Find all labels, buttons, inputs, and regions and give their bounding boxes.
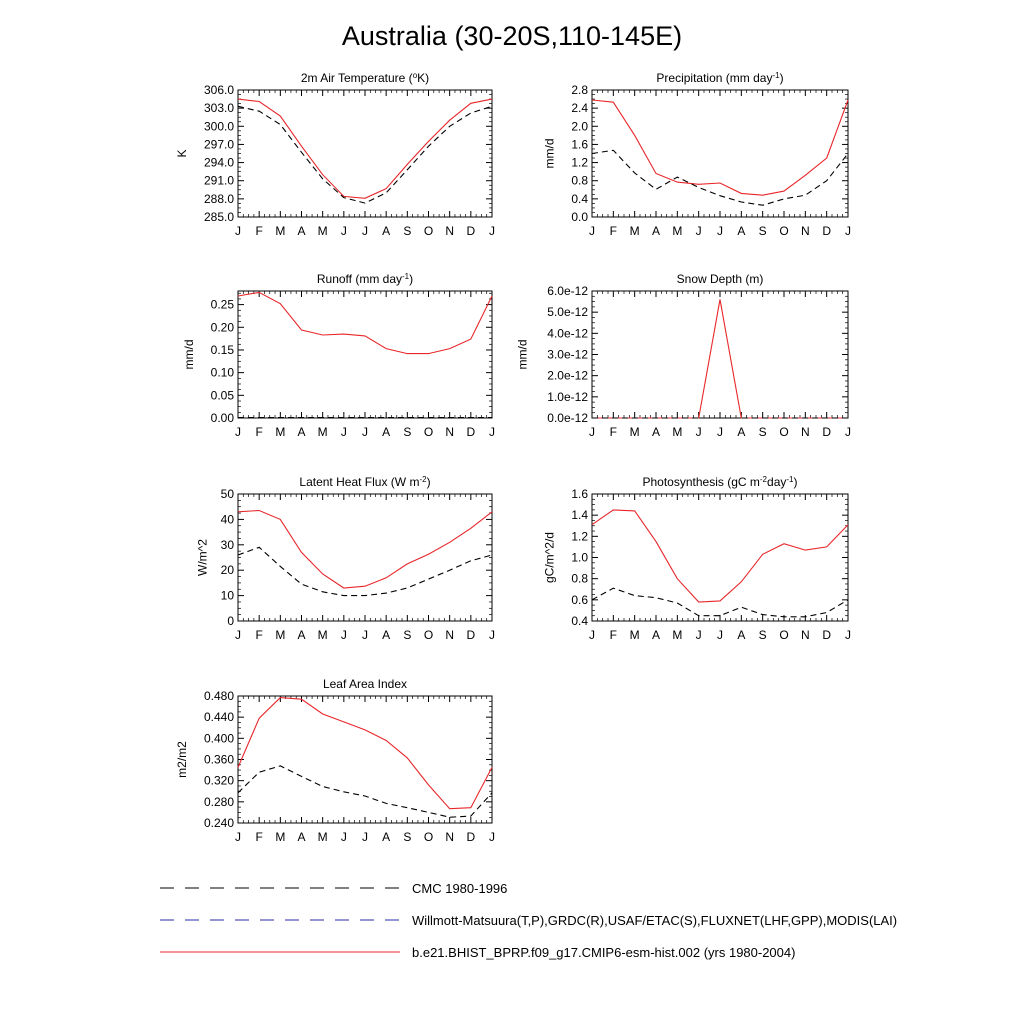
x-tick-label: O bbox=[779, 224, 789, 238]
y-tick-label: 0.320 bbox=[203, 773, 234, 788]
panel-title: Photosynthesis (gC $m^{-2}day^{-1}$) bbox=[642, 474, 798, 489]
x-tick-label: J bbox=[340, 224, 347, 238]
y-tick-label: 0.0 bbox=[571, 210, 588, 224]
panel-title: 2m Air Temperature ($^o$K) bbox=[300, 70, 430, 85]
panel-title: Leaf Area Index bbox=[322, 677, 408, 691]
x-tick-label: A bbox=[382, 628, 391, 642]
panel-1 bbox=[175, 71, 495, 239]
y-tick-label: 291.0 bbox=[203, 173, 234, 188]
panel-4 bbox=[515, 272, 851, 439]
y-tick-label: 30 bbox=[220, 537, 234, 552]
y-tick-label: 0.440 bbox=[203, 710, 234, 725]
y-tick-label: 0.8 bbox=[571, 571, 588, 586]
y-axis-label: mm/d bbox=[542, 138, 557, 169]
x-tick-label: S bbox=[403, 830, 412, 844]
x-tick-label: F bbox=[255, 628, 263, 642]
x-tick-label: J bbox=[489, 425, 495, 439]
x-tick-label: M bbox=[317, 830, 328, 844]
y-tick-label: 1.2 bbox=[571, 155, 588, 170]
x-tick-label: D bbox=[822, 425, 832, 439]
panel-title: Runoff (mm day$^{-1}$) bbox=[316, 271, 414, 286]
x-tick-label: J bbox=[489, 628, 495, 642]
x-tick-label: S bbox=[403, 224, 412, 238]
x-tick-label: A bbox=[382, 224, 391, 238]
legend-label: b.e21.BHIST_BPRP.f09_g17.CMIP6-esm-hist.002 (yrs 1980-2004) bbox=[412, 945, 796, 960]
plot-frame bbox=[592, 291, 848, 418]
y-axis-label: mm/d bbox=[181, 339, 196, 370]
y-tick-label: 1.6 bbox=[571, 487, 588, 501]
legend-label: CMC 1980-1996 bbox=[412, 881, 508, 896]
y-tick-label: 0.240 bbox=[203, 816, 234, 830]
x-tick-label: J bbox=[845, 425, 851, 439]
x-tick-label: J bbox=[589, 224, 595, 238]
y-tick-label: 0.6 bbox=[571, 592, 588, 607]
x-tick-label: J bbox=[717, 224, 723, 238]
x-tick-label: M bbox=[275, 224, 286, 238]
x-tick-label: J bbox=[489, 224, 495, 238]
x-tick-label: A bbox=[651, 628, 661, 642]
y-tick-label: 0.20 bbox=[210, 320, 234, 335]
x-tick-label: M bbox=[317, 425, 328, 439]
x-tick-label: J bbox=[845, 224, 851, 238]
x-tick-label: J bbox=[235, 224, 241, 238]
y-tick-label: 0.05 bbox=[210, 388, 234, 403]
x-tick-label: F bbox=[609, 425, 618, 439]
x-tick-label: D bbox=[466, 830, 476, 844]
plot-frame bbox=[238, 494, 492, 621]
y-tick-label: 0.8 bbox=[571, 173, 588, 188]
y-tick-label: 0.4 bbox=[571, 191, 588, 206]
y-tick-label: 1.0 bbox=[571, 550, 588, 565]
y-axis-label: W/m^2 bbox=[195, 539, 210, 576]
x-tick-label: M bbox=[629, 425, 640, 439]
panel-5 bbox=[195, 475, 495, 643]
y-tick-label: 297.0 bbox=[203, 137, 234, 152]
y-tick-label: 306.0 bbox=[203, 83, 234, 97]
x-tick-label: J bbox=[362, 628, 368, 642]
x-tick-label: J bbox=[340, 830, 347, 844]
x-tick-label: A bbox=[297, 830, 306, 844]
x-tick-label: J bbox=[589, 628, 595, 642]
legend bbox=[160, 881, 897, 960]
model-series-line bbox=[592, 510, 848, 602]
y-tick-label: 0.10 bbox=[210, 365, 234, 380]
model-series-line bbox=[238, 511, 492, 589]
x-tick-label: S bbox=[758, 425, 767, 439]
x-tick-label: M bbox=[629, 224, 640, 238]
x-tick-label: M bbox=[317, 224, 328, 238]
x-tick-label: N bbox=[445, 628, 455, 642]
obs-series-line bbox=[592, 150, 848, 205]
y-tick-label: 0.480 bbox=[203, 689, 234, 703]
y-tick-label: 10 bbox=[220, 588, 234, 603]
x-tick-label: A bbox=[651, 224, 661, 238]
model-series-line bbox=[238, 292, 492, 353]
legend-label: Willmott-Matsuura(T,P),GRDC(R),USAF/ETAC(S),FLUXNET(LHF,GPP),MODIS(LAI) bbox=[412, 913, 898, 928]
x-tick-label: O bbox=[779, 628, 789, 642]
y-tick-label: 303.0 bbox=[203, 101, 234, 116]
x-tick-label: D bbox=[466, 425, 476, 439]
x-tick-label: O bbox=[779, 425, 789, 439]
model-series-line bbox=[592, 100, 848, 195]
x-tick-label: M bbox=[275, 830, 286, 844]
y-tick-label: 300.0 bbox=[203, 119, 234, 134]
x-tick-label: J bbox=[717, 628, 723, 642]
x-tick-label: J bbox=[362, 830, 368, 844]
x-tick-label: F bbox=[255, 425, 263, 439]
legend-item bbox=[160, 881, 507, 896]
plot-frame bbox=[238, 291, 492, 418]
x-tick-label: F bbox=[255, 830, 263, 844]
y-tick-label: 1.0e-12 bbox=[547, 389, 588, 404]
x-tick-label: A bbox=[382, 425, 391, 439]
y-axis-label: gC/m^2/d bbox=[542, 532, 557, 583]
y-tick-label: 0.280 bbox=[203, 794, 234, 809]
legend-item bbox=[160, 945, 795, 960]
y-tick-label: 285.0 bbox=[203, 210, 234, 224]
x-tick-label: S bbox=[403, 425, 412, 439]
x-tick-label: M bbox=[672, 628, 683, 642]
x-tick-label: M bbox=[317, 628, 328, 642]
x-tick-label: J bbox=[695, 628, 702, 642]
x-tick-label: F bbox=[255, 224, 263, 238]
legend-item bbox=[160, 913, 897, 928]
x-tick-label: J bbox=[340, 425, 347, 439]
x-tick-label: D bbox=[466, 628, 476, 642]
x-tick-label: M bbox=[629, 628, 640, 642]
y-tick-label: 40 bbox=[220, 512, 234, 527]
x-tick-label: M bbox=[275, 425, 286, 439]
y-axis-label: K bbox=[175, 149, 189, 158]
x-tick-label: J bbox=[235, 425, 241, 439]
x-tick-label: M bbox=[672, 224, 683, 238]
x-tick-label: J bbox=[489, 830, 495, 844]
panels bbox=[175, 71, 851, 845]
model-series-line bbox=[238, 698, 492, 809]
panel-title: Precipitation (mm day$^{-1}$) bbox=[656, 70, 784, 85]
x-tick-label: S bbox=[403, 628, 412, 642]
y-tick-label: 0.15 bbox=[210, 342, 234, 357]
panel-3 bbox=[182, 272, 495, 440]
obs-series-line bbox=[238, 547, 492, 595]
y-tick-label: 288.0 bbox=[203, 191, 234, 206]
panel-title: Latent Heat Flux (W $m^{-2}$) bbox=[299, 474, 431, 489]
x-tick-label: F bbox=[609, 224, 618, 238]
x-tick-label: D bbox=[466, 224, 476, 238]
x-tick-label: A bbox=[651, 425, 661, 439]
panel-2 bbox=[543, 71, 851, 239]
x-tick-label: J bbox=[717, 425, 723, 439]
panel-7 bbox=[175, 677, 495, 844]
x-tick-label: A bbox=[737, 425, 746, 439]
x-tick-label: S bbox=[758, 224, 767, 238]
x-tick-label: D bbox=[822, 224, 832, 238]
x-tick-label: J bbox=[362, 425, 368, 439]
x-tick-label: A bbox=[297, 425, 306, 439]
y-tick-label: 6.0e-12 bbox=[547, 284, 588, 298]
obs-series-line bbox=[238, 106, 492, 203]
y-tick-label: 2.0e-12 bbox=[547, 368, 588, 383]
y-tick-label: 50 bbox=[220, 487, 234, 501]
model-series-line bbox=[592, 300, 848, 419]
y-tick-label: 4.0e-12 bbox=[547, 326, 588, 341]
plot-frame bbox=[592, 90, 848, 217]
y-tick-label: 3.0e-12 bbox=[547, 347, 588, 362]
y-tick-label: 2.4 bbox=[571, 101, 588, 116]
x-tick-label: J bbox=[589, 425, 595, 439]
plot-frame bbox=[592, 494, 848, 621]
model-series-line bbox=[238, 99, 492, 198]
x-tick-label: O bbox=[423, 425, 434, 439]
x-tick-label: J bbox=[845, 628, 851, 642]
y-tick-label: 0.4 bbox=[571, 614, 588, 628]
obs-series-line bbox=[592, 588, 848, 617]
x-tick-label: O bbox=[423, 830, 434, 844]
y-tick-label: 0.0e-12 bbox=[547, 411, 588, 425]
y-axis-label: m2/m2 bbox=[175, 741, 189, 778]
x-tick-label: N bbox=[800, 628, 810, 642]
y-tick-label: 0.360 bbox=[203, 752, 234, 767]
panel-6 bbox=[543, 475, 851, 643]
x-tick-label: J bbox=[235, 628, 241, 642]
x-tick-label: J bbox=[235, 830, 241, 844]
y-tick-label: 0.25 bbox=[210, 297, 234, 312]
x-tick-label: J bbox=[695, 425, 702, 439]
obs-series-line bbox=[238, 766, 492, 817]
x-tick-label: J bbox=[340, 628, 347, 642]
y-axis-label: mm/d bbox=[515, 339, 530, 370]
y-tick-label: 5.0e-12 bbox=[547, 305, 588, 320]
y-tick-label: 1.6 bbox=[571, 137, 588, 152]
y-tick-label: 294.0 bbox=[203, 155, 234, 170]
x-tick-label: N bbox=[445, 425, 455, 439]
x-tick-label: M bbox=[672, 425, 683, 439]
plot-frame bbox=[238, 696, 492, 823]
x-tick-label: J bbox=[362, 224, 368, 238]
y-tick-label: 2.8 bbox=[571, 83, 588, 97]
x-tick-label: N bbox=[800, 224, 810, 238]
x-tick-label: O bbox=[423, 628, 434, 642]
x-tick-label: J bbox=[695, 224, 702, 238]
x-tick-label: M bbox=[275, 628, 286, 642]
x-tick-label: D bbox=[822, 628, 832, 642]
y-tick-label: 1.2 bbox=[571, 529, 588, 544]
x-tick-label: A bbox=[737, 224, 746, 238]
x-tick-label: N bbox=[445, 830, 455, 844]
y-tick-label: 20 bbox=[220, 563, 234, 578]
y-tick-label: 0 bbox=[227, 614, 234, 628]
x-tick-label: A bbox=[382, 830, 391, 844]
x-tick-label: F bbox=[609, 628, 618, 642]
figure-title: Australia (30-20S,110-145E) bbox=[341, 21, 683, 51]
panel-title: Snow Depth (m) bbox=[676, 272, 764, 286]
y-tick-label: 2.0 bbox=[571, 119, 588, 134]
x-tick-label: O bbox=[423, 224, 434, 238]
x-tick-label: N bbox=[800, 425, 810, 439]
y-tick-label: 0.00 bbox=[210, 411, 234, 425]
x-tick-label: A bbox=[737, 628, 746, 642]
x-tick-label: A bbox=[297, 224, 306, 238]
x-tick-label: A bbox=[297, 628, 306, 642]
y-tick-label: 0.400 bbox=[203, 731, 234, 746]
y-tick-label: 1.4 bbox=[571, 508, 588, 523]
x-tick-label: N bbox=[445, 224, 455, 238]
x-tick-label: S bbox=[758, 628, 767, 642]
